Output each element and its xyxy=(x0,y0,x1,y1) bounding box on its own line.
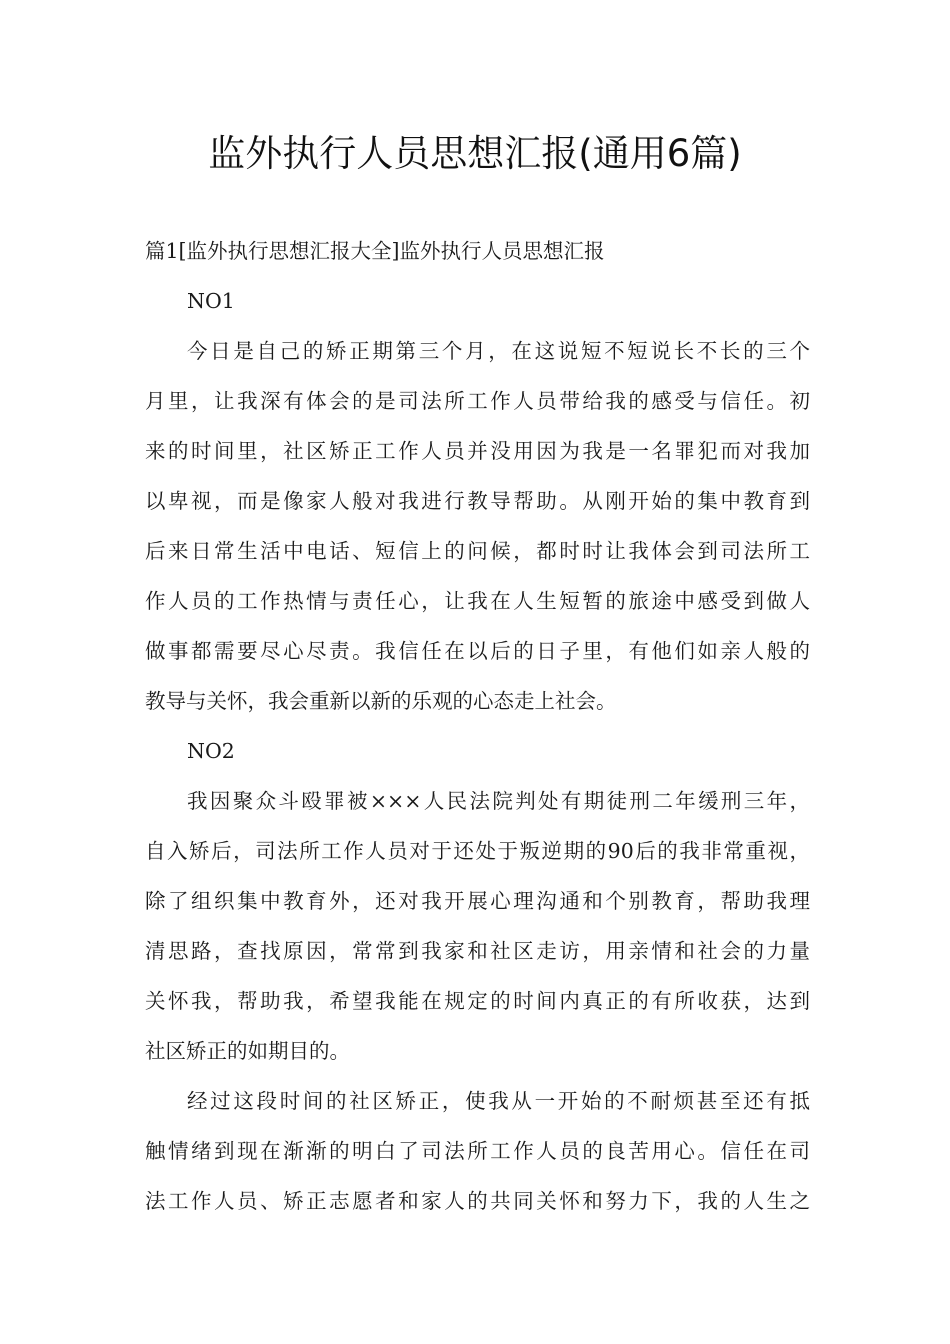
paragraph-line: 清思路，查找原因，常常到我家和社区走访，用亲情和社会的力量 xyxy=(145,939,810,963)
paragraph-line: 月里，让我深有体会的是司法所工作人员带给我的感受与信任。初 xyxy=(145,389,810,413)
paragraph-line: 做事都需要尽心尽责。我信任在以后的日子里，有他们如亲人般的 xyxy=(145,639,810,663)
paragraph-line: 关怀我，帮助我，希望我能在规定的时间内真正的有所收获，达到 xyxy=(145,989,810,1013)
section-label-no1: NO1 xyxy=(187,289,235,313)
paragraph-line: 教导与关怀，我会重新以新的乐观的心态走上社会。 xyxy=(145,689,617,713)
document-body xyxy=(145,226,810,1226)
paragraph-line: 自入矫后，司法所工作人员对于还处于叛逆期的90后的我非常重视， xyxy=(145,839,810,863)
paragraph-1 xyxy=(145,326,810,726)
paragraph-line: 后来日常生活中电话、短信上的问候，都时时让我体会到司法所工 xyxy=(145,539,810,563)
paragraph-line: 作人员的工作热情与责任心，让我在人生短暂的旅途中感受到做人 xyxy=(145,589,810,613)
section-label-no2: NO2 xyxy=(187,739,235,763)
section-heading: 篇1[监外执行思想汇报大全]监外执行人员思想汇报 xyxy=(145,239,605,263)
paragraph-line: 来的时间里，社区矫正工作人员并没用因为我是一名罪犯而对我加 xyxy=(145,439,810,463)
paragraph-line: 经过这段时间的社区矫正，使我从一开始的不耐烦甚至还有抵 xyxy=(187,1089,810,1113)
paragraph-line: 我因聚众斗殴罪被×××人民法院判处有期徒刑二年缓刑三年， xyxy=(187,789,810,813)
document-title: 监外执行人员思想汇报(通用6篇) xyxy=(208,132,742,175)
paragraph-line: 社区矫正的如期目的。 xyxy=(145,1039,350,1063)
paragraph-line: 触情绪到现在渐渐的明白了司法所工作人员的良苦用心。信任在司 xyxy=(145,1139,810,1163)
paragraph-line: 除了组织集中教育外，还对我开展心理沟通和个别教育，帮助我理 xyxy=(145,889,810,913)
paragraph-line: 以卑视，而是像家人般对我进行教导帮助。从刚开始的集中教育到 xyxy=(145,489,810,513)
paragraph-line: 法工作人员、矫正志愿者和家人的共同关怀和努力下，我的人生之 xyxy=(145,1189,810,1213)
paragraph-2 xyxy=(145,776,810,1076)
paragraph-line: 今日是自己的矫正期第三个月，在这说短不短说长不长的三个 xyxy=(187,339,810,363)
paragraph-3 xyxy=(145,1076,810,1226)
